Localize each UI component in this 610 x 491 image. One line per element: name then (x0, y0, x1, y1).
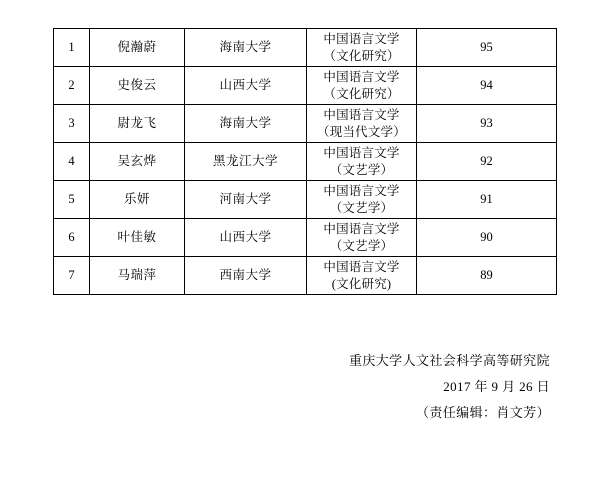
major-line-2: （文艺学） (329, 200, 394, 215)
table-row (54, 181, 557, 219)
cell-major (307, 29, 417, 67)
footer-editor: （责任编辑：肖文芳） (415, 405, 550, 420)
major-line-2: （文化研究） (323, 48, 400, 63)
cell-name: 尉龙飞 (90, 105, 185, 143)
table-row (54, 219, 557, 257)
major-line-1: 中国语言文学 (323, 31, 400, 46)
table-body (54, 29, 557, 295)
cell-name: 乐妍 (90, 181, 185, 219)
cell-name: 吴玄烨 (90, 143, 185, 181)
table-row (54, 143, 557, 181)
table-row (54, 29, 557, 67)
cell-name: 倪瀚蔚 (90, 29, 185, 67)
table-row (54, 105, 557, 143)
table-row (54, 257, 557, 295)
major-line-1: 中国语言文学 (323, 221, 400, 236)
cell-rank: 4 (54, 143, 90, 181)
cell-rank: 2 (54, 67, 90, 105)
cell-university: 黑龙江大学 (185, 143, 307, 181)
major-line-1: 中国语言文学 (323, 145, 400, 160)
cell-rank: 1 (54, 29, 90, 67)
cell-university: 山西大学 (185, 219, 307, 257)
cell-university: 河南大学 (185, 181, 307, 219)
cell-name: 叶佳敏 (90, 219, 185, 257)
major-line-2: （现当代文学） (317, 124, 406, 139)
document-footer (53, 348, 556, 426)
cell-score: 91 (417, 181, 557, 219)
cell-major (307, 67, 417, 105)
admission-results-table (53, 28, 557, 295)
cell-score: 93 (417, 105, 557, 143)
cell-score: 89 (417, 257, 557, 295)
cell-university: 海南大学 (185, 105, 307, 143)
cell-score: 94 (417, 67, 557, 105)
major-line-2: （文艺学） (329, 238, 394, 253)
cell-major (307, 143, 417, 181)
cell-rank: 3 (54, 105, 90, 143)
cell-rank: 7 (54, 257, 90, 295)
cell-major (307, 105, 417, 143)
cell-major (307, 257, 417, 295)
cell-university: 西南大学 (185, 257, 307, 295)
cell-rank: 5 (54, 181, 90, 219)
footer-organization: 重庆大学人文社会科学高等研究院 (348, 353, 550, 368)
major-line-2: (文化研究) (331, 276, 392, 291)
major-line-2: （文化研究） (323, 86, 400, 101)
footer-date: 2017 年 9 月 26 日 (443, 379, 550, 394)
table-row (54, 67, 557, 105)
cell-score: 92 (417, 143, 557, 181)
major-line-2: （文艺学） (329, 162, 394, 177)
major-line-1: 中国语言文学 (323, 259, 400, 274)
cell-major (307, 181, 417, 219)
cell-major (307, 219, 417, 257)
cell-rank: 6 (54, 219, 90, 257)
major-line-1: 中国语言文学 (323, 107, 400, 122)
cell-score: 95 (417, 29, 557, 67)
cell-score: 90 (417, 219, 557, 257)
major-line-1: 中国语言文学 (323, 69, 400, 84)
major-line-1: 中国语言文学 (323, 183, 400, 198)
cell-university: 山西大学 (185, 67, 307, 105)
cell-name: 史俊云 (90, 67, 185, 105)
cell-university: 海南大学 (185, 29, 307, 67)
cell-name: 马瑞萍 (90, 257, 185, 295)
